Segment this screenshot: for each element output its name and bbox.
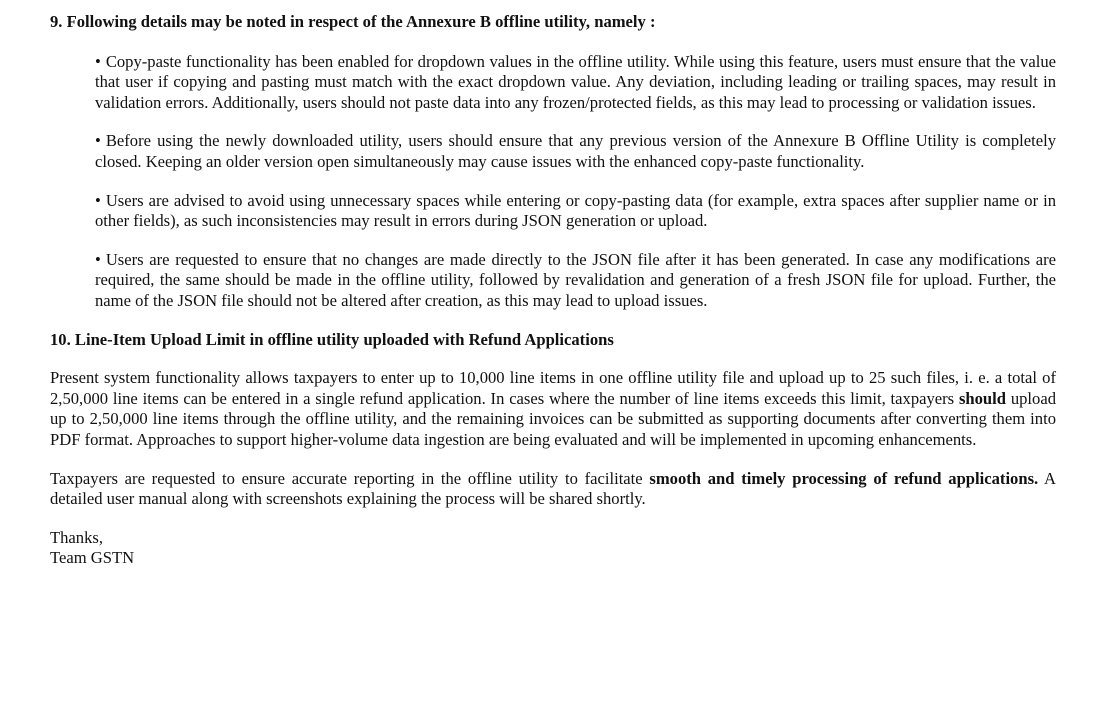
paragraph-text: Taxpayers are requested to ensure accurate reporting in the offline utility to facilitate [50, 468, 650, 488]
emphasis-text: smooth and timely processing of refund applications. [649, 468, 1039, 488]
reporting-paragraph [50, 469, 1056, 510]
bullet-mark: • [95, 131, 101, 151]
section-9-bullet-list [50, 52, 1056, 312]
bullet-item [95, 191, 1056, 232]
bullet-text: Users are advised to avoid using unnecessary spaces while entering or copy-pasting data (for example, extra spaces after supplier name or in other fields), as such inconsistencies may result in errors during JSON generation or upload. [95, 190, 1056, 231]
line-item-limit-paragraph [50, 368, 1056, 450]
signoff-thanks: Thanks, [50, 527, 103, 547]
bullet-item [95, 52, 1056, 114]
signoff-team: Team GSTN [50, 548, 135, 568]
section-9-heading: 9. Following details may be noted in respect of the Annexure B offline utility, namely : [50, 12, 656, 31]
bullet-mark: • [95, 249, 101, 269]
bullet-mark: • [95, 190, 101, 210]
signoff [50, 528, 1056, 569]
section-10-heading: 10. Line-Item Upload Limit in offline utility uploaded with Refund Applications [50, 329, 614, 349]
paragraph-text: Present system functionality allows taxpayers to enter up to 10,000 line items in one offline utility file and upload up to 25 such files, i. e. a total of 2,50,000 line items can be entered in a single refund application. In cases where the number of line items exceeds this limit, taxpayers [50, 368, 1056, 408]
bullet-item [95, 250, 1056, 312]
paragraph-text: A detailed user manual along with screenshots explaining the process will be shared shortly. [50, 468, 1056, 509]
bullet-mark: • [95, 51, 101, 71]
bullet-text: Copy-paste functionality has been enabled for dropdown values in the offline utility. While using this feature, users must ensure that the value that user if copying and pasting must match with the exact dropdown value. Any deviation, including leading or trailing spaces, may result in validation errors. Additionally, users should not paste data into any frozen/protected fields, as this may lead to processing or validation issues. [95, 51, 1056, 112]
bullet-item [95, 131, 1056, 172]
emphasis-text: should [958, 388, 1007, 408]
paragraph-text: upload up to 2,50,000 line items through the offline utility, and the remaining invoices can be submitted as supporting documents after converting them into PDF format. Approaches to support higher-volume data ingestion are being evaluated and will be implemented in upcoming enhancements. [50, 388, 1056, 449]
bullet-text: Users are requested to ensure that no changes are made directly to the JSON file after it has been generated. In case any modifications are required, the same should be made in the offline utility, followed by revalidation and generation of a fresh JSON file for upload. Further, the name of the JSON file should not be altered after creation, as this may lead to upload issues. [95, 249, 1056, 310]
bullet-text: Before using the newly downloaded utility, users should ensure that any previous version of the Annexure B Offline Utility is completely closed. Keeping an older version open simultaneously may cause issues with the enhanced copy-paste functionality. [95, 131, 1056, 171]
